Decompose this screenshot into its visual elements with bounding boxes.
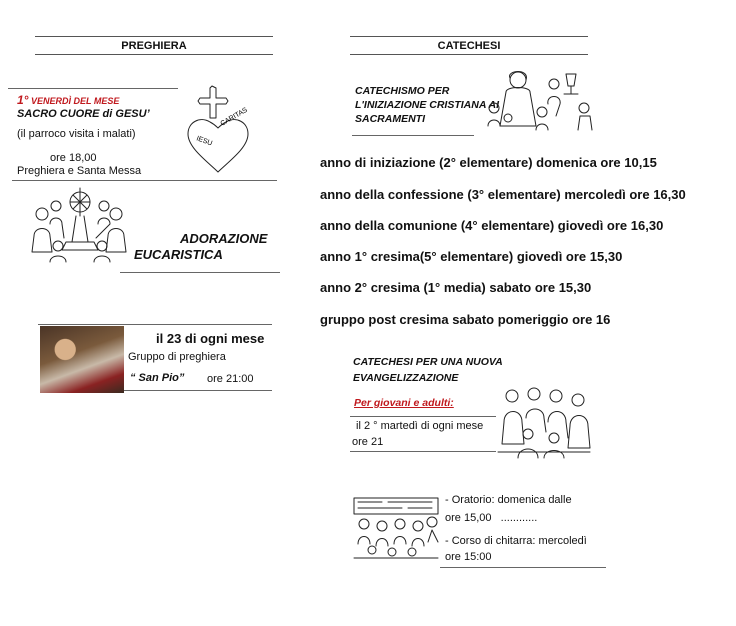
schedule-row: gruppo post cresima sabato pomeriggio ore 16 (320, 312, 611, 327)
san-pio-name: “ San Pio” (130, 372, 185, 384)
evangelizzazione-title2: EVANGELIZZAZIONE (353, 372, 459, 384)
catechismo-title: CATECHISMO PER L'INIZIAZIONE CRISTIANA AI SACRAMENTI (355, 85, 500, 125)
schedule-row: anno della comunione (4° elementare) giovedì ore 16,30 (320, 218, 664, 233)
schedule-row: anno di iniziazione (2° elementare) domenica ore 10,15 (320, 155, 657, 170)
san-pio-photo (40, 326, 124, 393)
divider (38, 324, 272, 325)
adorazione-line1: ADORAZIONE (180, 231, 268, 246)
divider (124, 390, 272, 391)
first-friday-label: 1° VENERDÌ DEL MESE (17, 93, 120, 107)
san-pio-time: ore 21:00 (207, 373, 254, 385)
sacred-heart-icon (182, 84, 254, 176)
sacro-cuore-note: (il parroco visita i malati) (17, 128, 136, 140)
sacro-cuore-desc: Preghiera e Santa Messa (17, 165, 142, 177)
divider (8, 88, 178, 89)
oratorio-line4: ore 15:00 (445, 551, 492, 563)
san-pio-date: il 23 di ogni mese (156, 331, 265, 346)
sacro-cuore-title: SACRO CUORE di GESU’ (17, 108, 150, 120)
schedule-row: anno della confessione (3° elementare) mercoledì ore 16,30 (320, 187, 686, 202)
evangelizzazione-when1: il 2 ° martedì di ogni mese (356, 420, 484, 432)
children-playing-icon (352, 492, 440, 560)
schedule-row: anno 2° cresima (1° media) sabato ore 15,30 (320, 280, 592, 295)
evangelizzazione-audience: Per giovani e adulti: (354, 397, 454, 409)
divider (12, 180, 277, 181)
oratorio-line1: - Oratorio: domenica dalle (445, 494, 572, 506)
divider (352, 135, 474, 136)
divider (440, 567, 606, 568)
adoration-drawing-icon (28, 186, 132, 264)
oratorio-line2: ore 15,00 ............ (445, 512, 538, 524)
heart-word-iesu: IESU (195, 135, 214, 148)
schedule-row: anno 1° cresima(5° elementare) giovedì ore 15,30 (320, 249, 623, 264)
sacro-cuore-time: ore 18,00 (50, 152, 97, 164)
san-pio-group: Gruppo di preghiera (128, 351, 226, 363)
group-discussion-icon (494, 382, 594, 460)
jesus-with-children-icon (484, 64, 596, 136)
evangelizzazione-when2: ore 21 (352, 436, 384, 448)
divider (350, 416, 496, 417)
heart-word-caritas: CARITAS (219, 106, 249, 128)
evangelizzazione-title1: CATECHESI PER UNA NUOVA (353, 356, 503, 368)
catechesi-header: CATECHESI (350, 36, 588, 55)
oratorio-line3: - Corso di chitarra: mercoledì (445, 535, 587, 547)
adorazione-line2: EUCARISTICA (134, 247, 223, 262)
divider (120, 272, 280, 273)
divider (350, 451, 496, 452)
preghiera-header: PREGHIERA (35, 36, 273, 55)
